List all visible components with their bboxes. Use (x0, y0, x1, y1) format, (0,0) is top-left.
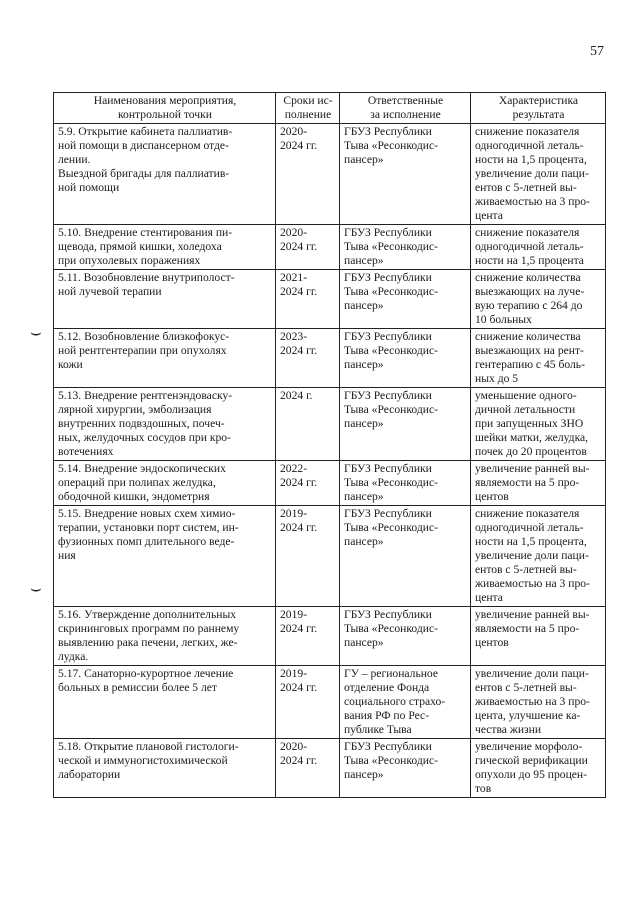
table-row (54, 270, 606, 329)
result-cell: уменьшение одного- дичной летальности при запущенных ЗНО шейки матки, желудка, почек до 20 процентов (471, 388, 606, 461)
activity-cell: 5.16. Утверждение дополнительных скрининговых программ по раннему выявлению рака печени, легких, же- лудка. (54, 607, 276, 666)
margin-mark: ⌣ (30, 578, 42, 599)
activity-cell: 5.15. Внедрение новых схем химио- терапии, установки порт систем, ин- фузионных помп длительного веде- ния (54, 506, 276, 607)
activities-table (53, 92, 606, 798)
result-cell: увеличение доли паци- ентов с 5-летней вы- живаемостью на 3 про- цента, улучшение ка- чества жизни (471, 666, 606, 739)
result-cell: увеличение ранней вы- являемости на 5 про- центов (471, 461, 606, 506)
table-header-row (54, 93, 606, 124)
term-cell: 2019- 2024 гг. (276, 666, 340, 739)
responsible-cell: ГБУЗ Республики Тыва «Ресонкодис- пансер» (340, 461, 471, 506)
table-row (54, 225, 606, 270)
term-cell: 2024 г. (276, 388, 340, 461)
margin-mark: ⌣ (30, 322, 42, 343)
responsible-cell: ГБУЗ Республики Тыва «Ресонкодис- пансер» (340, 329, 471, 388)
responsible-cell: ГБУЗ Республики Тыва «Ресонкодис- пансер» (340, 225, 471, 270)
table-row (54, 124, 606, 225)
activity-cell: 5.17. Санаторно-курортное лечение больных в ремиссии более 5 лет (54, 666, 276, 739)
activity-cell: 5.13. Внедрение рентгенэндоваску- лярной хирургии, эмболизация внутренних подвздошных, почеч- ных, желудочных сосудов при кро- вотечениях (54, 388, 276, 461)
term-cell: 2020- 2024 гг. (276, 739, 340, 798)
table-row (54, 388, 606, 461)
activity-cell: 5.9. Открытие кабинета паллиатив- ной помощи в диспансерном отде- лении. Выездной бригады для паллиатив- ной помощи (54, 124, 276, 225)
term-cell: 2019- 2024 гг. (276, 607, 340, 666)
activity-cell: 5.14. Внедрение эндоскопических операций при полипах желудка, ободочной кишки, эндометрия (54, 461, 276, 506)
responsible-cell: ГБУЗ Республики Тыва «Ресонкодис- пансер» (340, 270, 471, 329)
responsible-cell: ГУ – региональное отделение Фонда социального страхо- вания РФ по Рес- публике Тыва (340, 666, 471, 739)
activity-cell: 5.10. Внедрение стентирования пи- щевода, прямой кишки, холедоха при опухолевых поражениях (54, 225, 276, 270)
header-term: Сроки ис- полнение (276, 93, 340, 124)
responsible-cell: ГБУЗ Республики Тыва «Ресонкодис- пансер» (340, 124, 471, 225)
term-cell: 2021- 2024 гг. (276, 270, 340, 329)
table-row (54, 329, 606, 388)
activity-cell: 5.11. Возобновление внутриполост- ной лучевой терапии (54, 270, 276, 329)
table-row (54, 607, 606, 666)
page-number: 57 (590, 44, 604, 59)
header-result: Характеристика результата (471, 93, 606, 124)
responsible-cell: ГБУЗ Республики Тыва «Ресонкодис- пансер» (340, 506, 471, 607)
result-cell: увеличение морфоло- гической верификации опухоли до 95 процен- тов (471, 739, 606, 798)
term-cell: 2023- 2024 гг. (276, 329, 340, 388)
table-row (54, 506, 606, 607)
term-cell: 2020- 2024 гг. (276, 124, 340, 225)
table-row (54, 666, 606, 739)
responsible-cell: ГБУЗ Республики Тыва «Ресонкодис- пансер» (340, 739, 471, 798)
term-cell: 2019- 2024 гг. (276, 506, 340, 607)
result-cell: снижение показателя одногодичной леталь- ности на 1,5 процента (471, 225, 606, 270)
result-cell: увеличение ранней вы- являемости на 5 про- центов (471, 607, 606, 666)
term-cell: 2022- 2024 гг. (276, 461, 340, 506)
header-activity: Наименования мероприятия, контрольной точки (54, 93, 276, 124)
responsible-cell: ГБУЗ Республики Тыва «Ресонкодис- пансер» (340, 607, 471, 666)
result-cell: снижение количества выезжающих на луче- вую терапию с 264 до 10 больных (471, 270, 606, 329)
table-row (54, 461, 606, 506)
result-cell: снижение показателя одногодичной леталь- ности на 1,5 процента, увеличение доли паци- ентов с 5-летней вы- живаемостью на 3 про- цента (471, 506, 606, 607)
term-cell: 2020- 2024 гг. (276, 225, 340, 270)
activity-cell: 5.12. Возобновление близкофокус- ной рентгентерапии при опухолях кожи (54, 329, 276, 388)
activity-cell: 5.18. Открытие плановой гистологи- ческой и иммуногистохимической лаборатории (54, 739, 276, 798)
header-responsible: Ответственные за исполнение (340, 93, 471, 124)
table-row (54, 739, 606, 798)
responsible-cell: ГБУЗ Республики Тыва «Ресонкодис- пансер» (340, 388, 471, 461)
result-cell: снижение показателя одногодичной леталь- ности на 1,5 процента, увеличение доли паци- ентов с 5-летней вы- живаемостью на 3 про- цента (471, 124, 606, 225)
result-cell: снижение количества выезжающих на рент- гентерапию с 45 боль- ных до 5 (471, 329, 606, 388)
